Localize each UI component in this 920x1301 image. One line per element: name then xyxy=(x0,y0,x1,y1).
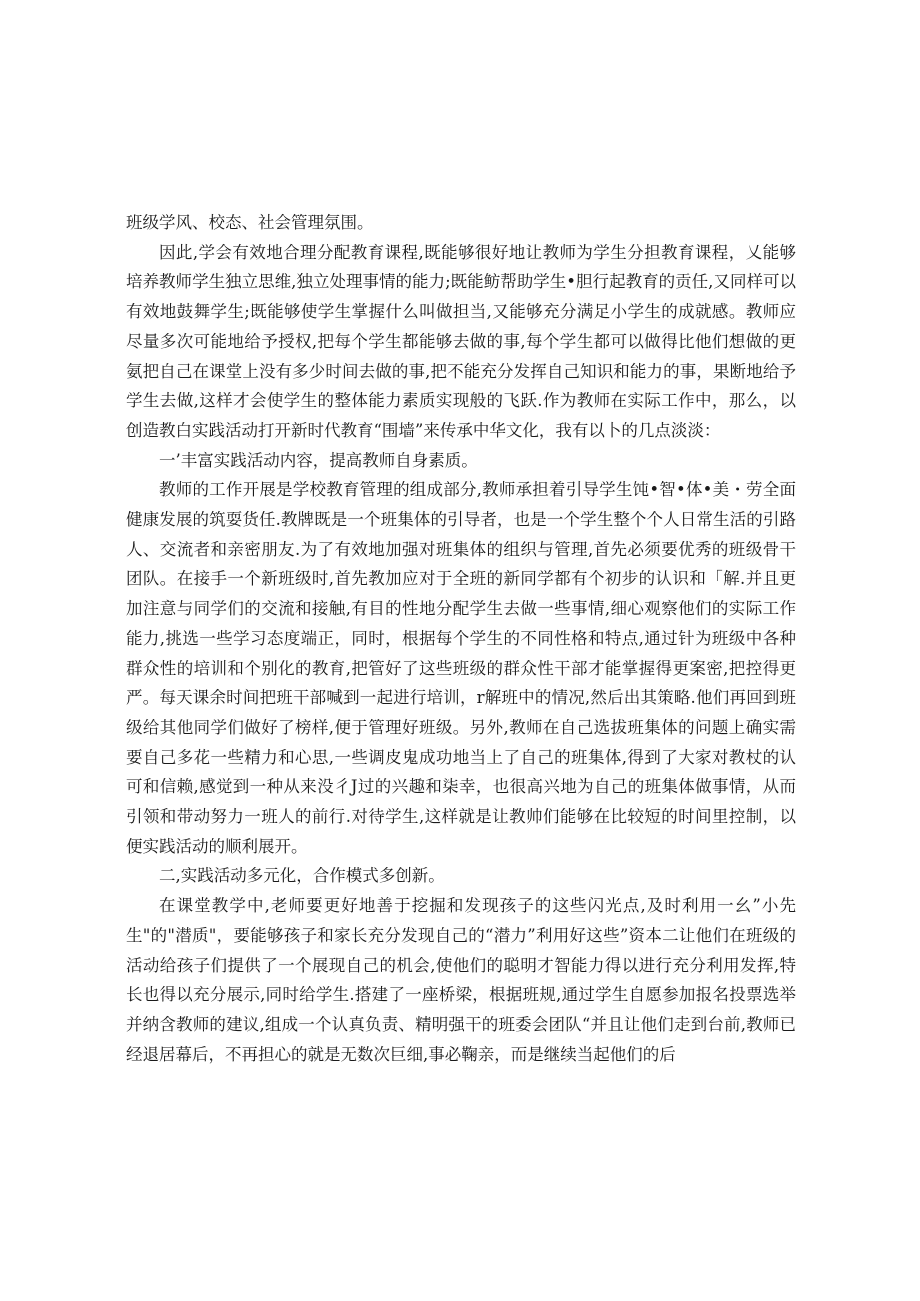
document-body xyxy=(126,208,796,1069)
paragraph-classroom-teaching: 在课堂教学中,老师要更好地善于挖掘和发现孩子的这些闪光点,及时利用一幺”小先生"的"潜质"，要能够孩子和家长充分发现自己的“潜力”利用好这些”资本二让他们在班级的活动给孩子们提供了一个展现自己的机会,使他们的聪明才智能力得以进行充分利用发挥,特长也得以充分展示,同时给学生.搭建了一座桥梁，根据班规,通过学生自愿参加报名投票选举并纳含教师的建议,组成一个认真负责、精明强干的班委会团队“并且让他们走到台前,教师已经退居幕后，不再担心的就是无数次巨细,事必鞠亲，而是继续当起他们的后 xyxy=(126,896,796,1064)
section-heading-1: 一’丰富实践活动内容，提高教师自身素质。 xyxy=(159,450,478,470)
paragraph-class-management: 教师的工作开展是学校教育管理的组成部分,教师承担着引导学生饨•智•体•美・劳全面健康发展的筑耍货任.教牌既是一个班集体的引导者，也是一个学生整个个人日常生活的引路人、交流者和亲密朋友.为了有效地加强对班集体的组织与管理,首先必须要优秀的班级骨干团队。在接手一个新班级时,首先教加应对于全班的新同学都有个初步的认识和「解.并且更加注意与同学们的交流和接触,有目的性地分配学生去做一些事情,细心观察他们的实际工作能力,挑选一些学习态度端正，同时，根据每个学生的不同性格和特点,通过针为班级中各种群众性的培训和个别化的教育,把管好了这些班级的群众性干部才能掌握得更案密,把控得更严。每天课余时间把班干部喊到一起进行培训，r解班中的情况,然后出其策略.他们再回到班级给其他同学们做好了榜样,便于管理好班级。另外,教师在自己选拔班集体的问题上确实需要自己多花一些精力和心思,一些调皮鬼成功地当上了自己的班集体,得到了大家对教杖的认可和信赖,感觉到一种从来没彳J过的兴趣和柒幸，也很高兴地为自己的班集体做事情，从而引领和带动努力一班人的前行.对待学生,这样就是让教帅们能够在比较短的时间里控制，以便实践活动的顺利展开。 xyxy=(126,480,796,856)
paragraph-delegation: 因此,学会有效地合理分配教育课程,既能够很好地让教师为学生分担教育课程，乂能够培养教师学生独立思维,独立处理事情的能力;既能鲂帮助学生•胆行起教育的贡任,又同样可以有效地鼓舞学生;既能够使学生掌握什么叫做担当,又能够充分满足小学生的成就感。教师应尽量多次可能地给予授权,把每个学生都能够去做的事,每个学生都可以做得比他们想做的更氨把自己在课堂上没有多少时间去做的事,把不能充分发挥自己知识和能力的事，果断地给予学生去做,这样才会使学生的整体能力素质实现般的飞跃.作为教师在实际工作中，那么，以创造教白实践活动打开新时代教育“围墙”来传承中华文化，我有以卜的几点淡淡： xyxy=(126,242,796,440)
paragraph-continuation: 班级学风、校态、社会管理氛围。 xyxy=(126,213,374,232)
section-heading-2: 二,实践活动多元化，合作模式多创新。 xyxy=(159,866,445,886)
